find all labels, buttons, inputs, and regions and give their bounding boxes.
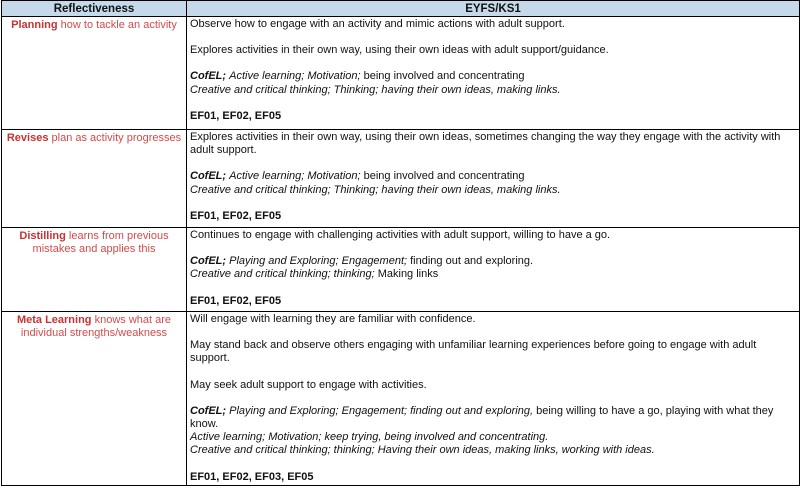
paragraph: Explores activities in their own way, using their own ideas, sometimes changing the way they engage with the activity with adult support.	[190, 131, 781, 157]
cofel-line: CofEL; Active learning; Motivation; being involved and concentrating	[190, 70, 525, 83]
cofel-line: CofEL; Playing and Exploring; Engagement; finding out and exploring, being willing to have a go, playing with what they know.	[190, 404, 774, 431]
ef-codes: EF01, EF02, EF05	[190, 209, 282, 222]
row-content	[187, 130, 800, 228]
paragraph: Observe how to engage with an activity and mimic actions with adult support.	[190, 18, 565, 30]
paragraph: Will engage with learning they are familiar with confidence.	[190, 313, 476, 325]
thinking-line: Creative and critical thinking; thinking; Making links	[190, 268, 439, 281]
ef-codes: EF01, EF02, EF05	[190, 109, 282, 122]
table-row	[2, 17, 800, 130]
table-header-row	[2, 1, 800, 17]
table-row	[2, 228, 800, 312]
term-description: learns from previous mistakes and applies this	[32, 230, 169, 256]
table-row	[2, 130, 800, 228]
reflectiveness-table	[1, 0, 800, 486]
row-label-revises	[2, 130, 187, 228]
header-reflectiveness: Reflectiveness	[2, 1, 187, 17]
thinking-line: Creative and critical thinking; Thinking; having their own ideas, making links.	[190, 183, 561, 196]
ef-codes: EF01, EF02, EF03, EF05	[190, 470, 314, 483]
row-content	[187, 228, 800, 312]
header-eyfs-ks1: EYFS/KS1	[187, 1, 800, 17]
paragraph: Continues to engage with challenging activities with adult support, willing to have a go.	[190, 229, 611, 241]
thinking-line: Creative and critical thinking; thinking; Having their own ideas, making links, working with ideas.	[190, 444, 655, 457]
motivation-line: Active learning; Motivation; keep trying, being involved and concentrating.	[190, 431, 549, 444]
cofel-line: CofEL; Playing and Exploring; Engagement; finding out and exploring.	[190, 255, 534, 268]
row-content	[187, 17, 800, 130]
ef-codes: EF01, EF02, EF05	[190, 294, 282, 307]
term-planning: Planning	[11, 19, 58, 31]
term-meta-learning: Meta Learning	[16, 314, 92, 326]
paragraph: May seek adult support to engage with activities.	[190, 378, 427, 391]
row-label-distilling	[2, 228, 187, 312]
term-revises: Revises	[6, 132, 49, 144]
term-description: plan as activity progresses	[51, 132, 182, 144]
table-row	[2, 312, 800, 486]
term-distilling: Distilling	[19, 230, 66, 242]
term-description: knows what are individual strengths/weakness	[20, 314, 172, 340]
cofel-line: CofEL; Active learning; Motivation; being involved and concentrating	[190, 170, 525, 183]
row-content	[187, 312, 800, 486]
paragraph: Explores activities in their own way, using their own ideas with adult support/guidance.	[190, 44, 609, 57]
row-label-planning	[2, 17, 187, 130]
row-label-meta-learning	[2, 312, 187, 486]
paragraph: May stand back and observe others engaging with unfamiliar learning experiences before going to engage with adult support.	[190, 339, 757, 365]
thinking-line: Creative and critical thinking; Thinking; having their own ideas, making links.	[190, 83, 561, 96]
term-description: how to tackle an activity	[60, 19, 177, 31]
